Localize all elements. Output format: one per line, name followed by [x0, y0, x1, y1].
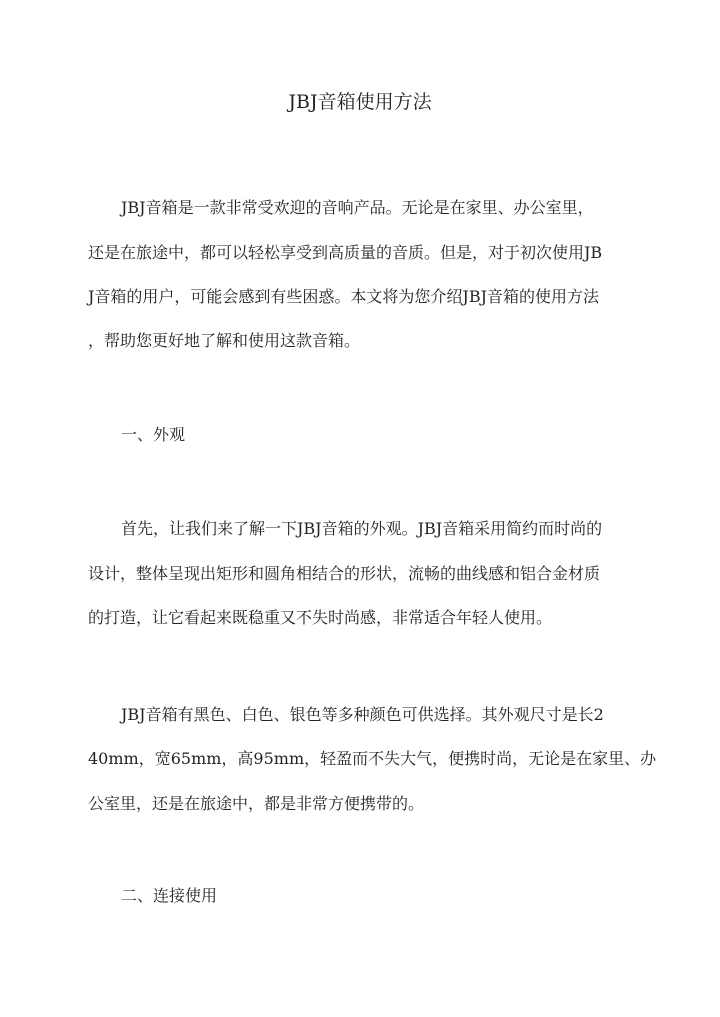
section-heading-connection: 二、连接使用	[121, 886, 218, 905]
paragraph-line: 的打造，让它看起来既稳重又不失时尚感，非常适合年轻人使用。	[88, 608, 553, 627]
paragraph-line: 首先，让我们来了解一下JBJ音箱的外观。JBJ音箱采用简约而时尚的	[121, 519, 603, 538]
paragraph-line: 设计，整体呈现出矩形和圆角相结合的形状，流畅的曲线感和铝合金材质	[88, 564, 601, 583]
intro-line: ，帮助您更好地了解和使用这款音箱。	[88, 331, 361, 350]
intro-line: 还是在旅途中，都可以轻松享受到高质量的音质。但是，对于初次使用JB	[88, 243, 603, 262]
paragraph-line: JBJ音箱有黑色、白色、银色等多种颜色可供选择。其外观尺寸是长2	[121, 705, 604, 724]
paragraph-line: 公室里，还是在旅途中，都是非常方便携带的。	[88, 794, 425, 813]
page-title: JBJ音箱使用方法	[288, 91, 432, 113]
section-heading-appearance: 一、外观	[121, 425, 186, 444]
paragraph-line: 40mm，宽65mm，高95mm，轻盈而不失大气，便携时尚，无论是在家里、办	[88, 749, 657, 768]
intro-line: J音箱的用户，可能会感到有些困惑。本文将为您介绍JBJ音箱的使用方法	[88, 287, 600, 306]
intro-line: JBJ音箱是一款非常受欢迎的音响产品。无论是在家里、办公室里，	[121, 198, 594, 217]
